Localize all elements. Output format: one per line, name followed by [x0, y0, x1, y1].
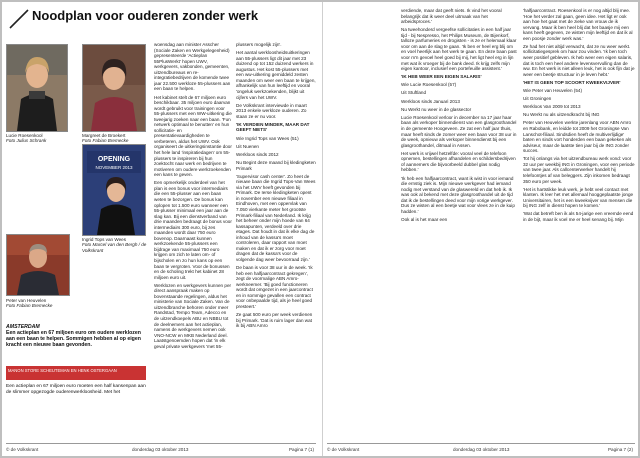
paragraph: Peter van Heuvelen werkte jarenlang voor ABN Amro en Rabobank, en leidde tot 2009 het Groningse Van Lanschot-filiaal. Sindsdien heeft de multiverlijdige' baten en sinds vort honderden een baan gekeken als adviseur, maar de laatste tien jaar bij de ING zonder succes. — [523, 120, 632, 154]
paragraph: Lucie Roesenkool verloor in december na 17 jaar haar baan als verkoper binnendienst van een glasgroothandel in de gemeente Hoogeveen. Ze zat een half jaar thuis, maar heeft sinds de zomer weer een baan voor 38 uur in de week, opnieuw als verkoper binnendienst bij een glasgroothandel, ditmaal in Assen. — [401, 114, 517, 148]
article-intro — [6, 324, 146, 348]
caption-margreet — [82, 133, 152, 144]
lead-paragraph: Een actieplan en 67 miljoen euro om oudere werklozen aan een baan te helpen. Sommigen hebben al op eigen kracht een nieuwe baan gevonden. — [6, 330, 141, 348]
portrait-woman-icon — [83, 45, 145, 131]
paragraph: 'Wat dat betreft ben ik als 54-jarige een vreemde eend in de bijt, maar ik voel me er heel senang bij. Mijn — [523, 211, 634, 222]
caption-name: Peter van Heuvelen — [6, 298, 47, 303]
caption-credit: Foto Julius Schrank — [6, 138, 47, 144]
footer-date: donderdag 03 oktober 2013 — [132, 447, 189, 452]
paragraph: woensdag aan minister Asscher (Sociale Zaken en Werkgelegenheid) gepresenteerde 'Actieplan 55PlusWerkt' hopen UWV, werkgevers, vakbonden, gemeenten, uitzendbureaus en re-integratiebedrijven de komende twee jaar 22.500 werkloze 55-plussers aan een baan te helpen. — [154, 42, 231, 92]
paragraph: 'HET IS GEEN TOP SCOORT KWEEKVIJVER' — [523, 79, 621, 85]
paragraph: 'Het is hartstikke leuk werk, je hebt veel contact met klanten. Ik leer het met allemaal hooggeplaatste jonge Universitairen, het is een kweekvijver van mensen die bij ING zelf in dienst hopen te komen.' — [523, 186, 634, 209]
paragraph: Wie Ingrid Tops van Wees (51) — [236, 135, 299, 141]
byline: MANON STORE SCHEUTEMAN EN HENK OSTERGAAN — [8, 368, 117, 373]
opening-sign-date: NOVEMBER 2013 — [95, 165, 133, 170]
paragraph: Het aantal werkloosheidsuitkeringen aan 55-plussers ligt dit jaar met 23 duizend op tot 152 duizend werkers in augustus. Het kost 55-plussers met een ww-uitkering gemiddeld zesten maanden om weer een baan te krijgen, afhankelijk van hun leeftijd en vooral 'ongeluk werkzoekenden, blijkt uit cijfers van het UWV. — [236, 50, 316, 100]
paragraph: Werklozen en werkgevers kunnen per direct aanspraak maken op bovenstaande regelingen, aldus het ministerie van Sociale Zaken. Van de uitzendbranche behoren onder meer Randstad, Tempo Team, Adecco en de uitzendkoepels ABU en NBBU tot de deelnemers aan het actieplan, namens de werkgevers nemen ook VNO-NCW en MKB Nederland deel. Laatstgenoemden hopen dat 'in elk geval private werkgevers 'met 55- — [154, 282, 232, 349]
caption-credit: Foto Fabian Bremecke — [82, 138, 129, 144]
paragraph: plussers mogelijk zijn'. — [236, 42, 282, 47]
paragraph: De Volkskrant interviewde in maart 2013 enkele werkloze ouderen. Zo staan ze er nu voor. — [236, 102, 307, 119]
paragraph: Ook al is het maar een — [401, 216, 448, 222]
caption-name: Margreet de Broekert — [82, 133, 126, 138]
paragraph: Uit Nuenen — [236, 143, 259, 149]
paragraph: Na tweehonderd vergeefse sollicitaties in een half jaar tijd - bij Nespresso, het Philips Museum, de Bijenkorf, talloze parfumeries en drogisten - is ze er helemaal klaar voor om aan de slag te gaan. 'Ik ben er heel erg blij om en voel heerlijk aan het werk te gaan. En deze baan past voor m'n gevoel heel goed bij mij, het ligt heel erg in lijn met wat ik vroeger bij de bank deed. Ik krijg zelfs mijn eigen kantoor, inclusief een portefeuille assistent.' — [401, 27, 517, 72]
footer-page: Pagina 7 (2) — [607, 447, 633, 452]
caption-lucie — [6, 133, 76, 144]
text-column-4 — [523, 8, 635, 440]
caption-peter — [6, 298, 76, 309]
article-start — [6, 384, 146, 395]
photo-peter — [6, 234, 70, 296]
page-title: Noodplan voor ouderen zonder werk — [32, 8, 259, 23]
photo-lucie — [6, 44, 68, 132]
paragraph: Uit Stuftland — [401, 90, 427, 96]
paragraph: 'halfjaarcontract. Roesenkool is er nog altijd blij mee. 'Hoe het verder zal gaan, geen idee. Het ligt er ook aan hoe het gaat met de zieke van vrouw de ik vervang. Maar ik ben heel blij dat het baasje mij een kans heeft gegeven, ze wisten mijn leeftijd en dat ik al een poosje zonder werk was.' — [523, 8, 633, 41]
footer-rule — [327, 443, 635, 444]
paragraph: Nu Begint deze maand bij kledingketen Primark — [236, 160, 316, 171]
paragraph: Wie Lucie Roesenkool (57) — [401, 82, 457, 88]
paragraph: 'Ik heb een halfjaarcontract, want ik wist in voor iemand die ernstig ziek is. Mijn nieuwe werkgever had iemand nodig met verstand van de glaswereld en dat heb ik. Ik was ook al bekend met deze glasgroothandel uit de tijd dat ik de bestellingen deed voor mijn vorige werkgever. Dus ze wisten al een beetje wat voor vlees ze in de kuip hadden.' — [401, 175, 515, 214]
paragraph: Ze had het niet altijd verwacht, dat ze nu weer werkt. sollicitatiegesprek om haar zou vinden. 'Ik ben toch weer positief gebleven. Ik heb weer een eigen salaris, dat is toch een heel andere levensvervulling dan de ww. En het werk is niet alleen leuk, het is ook fijn dat je weer een beetje structuur in je leven hebt.' — [523, 43, 635, 77]
opening-sign-text: OPENING — [97, 156, 131, 163]
slash-icon — [8, 8, 30, 30]
paragraph: Werkloos Van 2009 tot 2013 — [523, 104, 581, 110]
paragraph: Wie Peter van Heuvelen (54) — [523, 87, 582, 93]
caption-ingrid — [82, 237, 148, 253]
portrait-woman-icon — [7, 45, 67, 131]
footer-left-text: © de Volkskrant — [327, 447, 360, 452]
paragraph: verdiende, maar dat geeft niets. Ik vind het vooral belangrijk dat ik weer deel uitmaak van het arbeidsproces.' — [401, 8, 502, 25]
body-text: Een actieplan en 67 miljoen euro moeten een half kansenpan aan de slimmer opgezogde ouderenwerkloosheid. Met het — [6, 384, 146, 395]
portrait-man-icon — [7, 235, 69, 295]
caption-name: Ingrid Tops van Wees — [82, 237, 127, 242]
text-column-2 — [236, 42, 316, 440]
paragraph: Werkloos sinds Januari 2013 — [401, 98, 460, 104]
newspaper-sheet — [2, 2, 638, 456]
caption-credit: Foto Fabian Bremecke — [6, 303, 53, 309]
text-column-1 — [154, 42, 232, 440]
footer-rule — [6, 443, 316, 444]
paragraph: 'Supervisor cash center'. Zo heet de nieuwe baan die Ingrid Tops-Van Wees via het UWV heeft gevonden bij Primark. De Ierse kledingketen opent in november een nieuwe filiaal in Eindhoven, met een oppervlak van 7.050 vierkante meter het grootste Primark-filiaal van Nederland. Ik krijg het beheer onder mijn hoede van 64 kassapunten, verdeeld over drie etages. Dat houdt in dat ik elke dag de inhoud van de kassa's moet controleren, daar rapport van moet maken en dat ik er zorg voor moet dragen dat de kassa's voor de volgende dag weer bevoorraad zijn.' — [236, 173, 316, 262]
byline-bar — [6, 366, 146, 380]
paragraph: Tot hij onlangs via het uitzendbureau werk vond: voor 32 uur per weekbij ING in Groningen, voor een periode van twee jaar. Als callcenterwerker handelt hij telefoontjes af van beleggers. Zijn inkomen bedraagt 350 euro per week. — [523, 156, 635, 184]
paragraph: Het werk is vrijwel hetzelfde: vooral veel de telefoon opnemen, bestellingen afhandelen en schildersbedrijven of aannemers die bijvoorbeeld dubbel glas nodig hebben.' — [401, 150, 516, 173]
paragraph: Uit Groningen — [523, 96, 552, 102]
paragraph: Ze gaat 500 euro per week verdienen bij Primark. 'Dat is ruim lager dan wat ik bij ABN Amro — [236, 312, 313, 329]
paragraph: 'IK HEB WEER EEN EIGEN SALARIS' — [401, 74, 482, 80]
paragraph: Het kabinet stelt de 67 miljoen euro beschikbaar. 35 miljoen euro daarvan wordt gebruikt voor trainingen voor 55-plussers met een WW-uitkering die tweejarig zoeken naar een baan. 'Fun netwerk optimaal te benutten' en hun sollicitatie- en presentatievaardigheden te verbeteren, aldus het UWV. Ook organiseert de uitkeringsinstantie door het hele land 'inspiratiedagen' om 55-plussers te inspireren bij hun zoektocht naar werk en bedrijven te motiveren om oudere werkzoekenden een kans te geven. — [154, 94, 232, 178]
paragraph: Een opmerkelijk onderdeel van het plan is een bonus voor intermediairs die een 55-plusser aan een baan weten te bezorgen. De bonus kan oplopen tot 1.500 euro wanneer een 55-plusser minimaal een jaar aan de slag kan. Bij een dienstverband van drie maanden bedraagt de bonus voor intermediairs 300 euro, bij zes maanden wordt daar 750 euro bovenop. Daarnaast kunnen werkzoekende 55-plussers een bijdrage van maximaal 750 euro krijgen om zich te laten om- of bijscholen en zo hun kans op een baan te vergroten. Voor de bonussen en de scholing trekt het kabinet 28 miljoen euro uit. — [154, 180, 232, 280]
footer-page: Pagina 7 (1) — [288, 447, 314, 452]
dateline: AMSTERDAM — [6, 324, 40, 330]
page-right — [322, 2, 639, 456]
text-column-3 — [401, 8, 517, 440]
paragraph: De baan is voor 38 uur in de week. 'Ik heb een halfjaarcontract gekregen', zegt de voormalige ABN Amro-werkneemer. 'Bij goed functioneren wordt dat omgezet in een jaarcontract en in sommige gevallen een contract voor onbepaalde tijd, als je heel goed presteert.' — [236, 265, 313, 309]
caption-credit: Foto Marcel van den Bergh / de Volkskrant — [82, 242, 147, 253]
paragraph: Werkloos sinds 2012 — [236, 151, 279, 157]
footer-left-text: © de Volkskrant — [6, 447, 39, 452]
paragraph: Nu Werkt nu weer in de glassector — [401, 106, 472, 112]
page-left — [2, 2, 320, 456]
portrait-woman-icon — [83, 145, 145, 235]
photo-ingrid — [82, 144, 146, 236]
photo-margreet — [82, 44, 146, 132]
caption-name: Lucie Roesenkool — [6, 133, 43, 138]
paragraph: 'IK VERDIEN MINDER, MAAR DAT GEEFT NIETS' — [236, 121, 310, 133]
paragraph: Nu Werkt nu als uitzendkracht bij ING — [523, 112, 600, 118]
footer-date: donderdag 03 oktober 2013 — [453, 447, 510, 452]
